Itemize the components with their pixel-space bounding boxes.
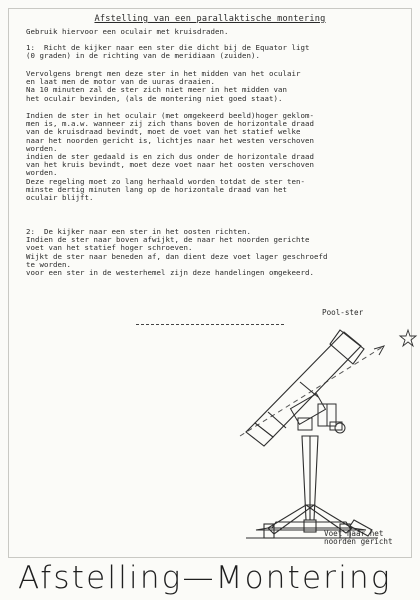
footer-title: Afstelling—Montering bbox=[18, 560, 392, 596]
mount-head bbox=[291, 394, 345, 433]
step-1-followup-paragraph: Vervolgens brengt men deze ster in het midden van het oculair en laat men de motor van de uuras draaien. Na 10 minuten zal de ster zich niet meer in het midden van het oculair bevinden, (als de montering niet goed staat). bbox=[26, 69, 301, 103]
step-2-paragraph: 2: De kijker naar een ster in het oosten richten. Indien de ster naar boven afwijkt, de naar het noorden gerichte voet van het statief hoger schroeven. Wijkt de ster naar beneden af, dan dient deze voet lager geschroefd te worden. voor een ster in de westerhemel zijn deze handelingen omgekeerd. bbox=[26, 227, 328, 278]
arrow-head-icon bbox=[374, 346, 384, 355]
north-foot-label: Voet naar het noorden gericht bbox=[324, 529, 393, 547]
intro-paragraph: Gebruik hiervoor een oculair met kruisdraden. bbox=[26, 27, 229, 36]
page-title: Afstelling van een parallaktische montering bbox=[94, 14, 326, 24]
pole-star-label: Pool-ster bbox=[322, 308, 364, 317]
adjustment-paragraph: Indien de ster in het oculair (met omgekeerd beeld)hoger geklom- men is, m.a.w. wanneer zij zich thans boven de horizontale draad van de kruisdraad bevindt, moet de voet van het statief welke naar het noorden gericht is, lichtjes naar het westen verschoven worden. indien de ster gedaald is en zich dus onder de horizontale draad van het kruis bevindt, moet deze voet naar het oosten verschoven worden. Deze regeling moet zo lang herhaald worden totdat de ster ten- minste dertig minuten lang op de horizontale draad van het oculair blijft. bbox=[26, 111, 314, 203]
telescope-tube bbox=[246, 330, 364, 446]
star-icon bbox=[400, 330, 416, 346]
step-1-paragraph: 1: Richt de kijker naar een ster die dicht bij de Equator ligt (0 graden) in de richting van de meridiaan (zuiden). bbox=[26, 43, 310, 61]
